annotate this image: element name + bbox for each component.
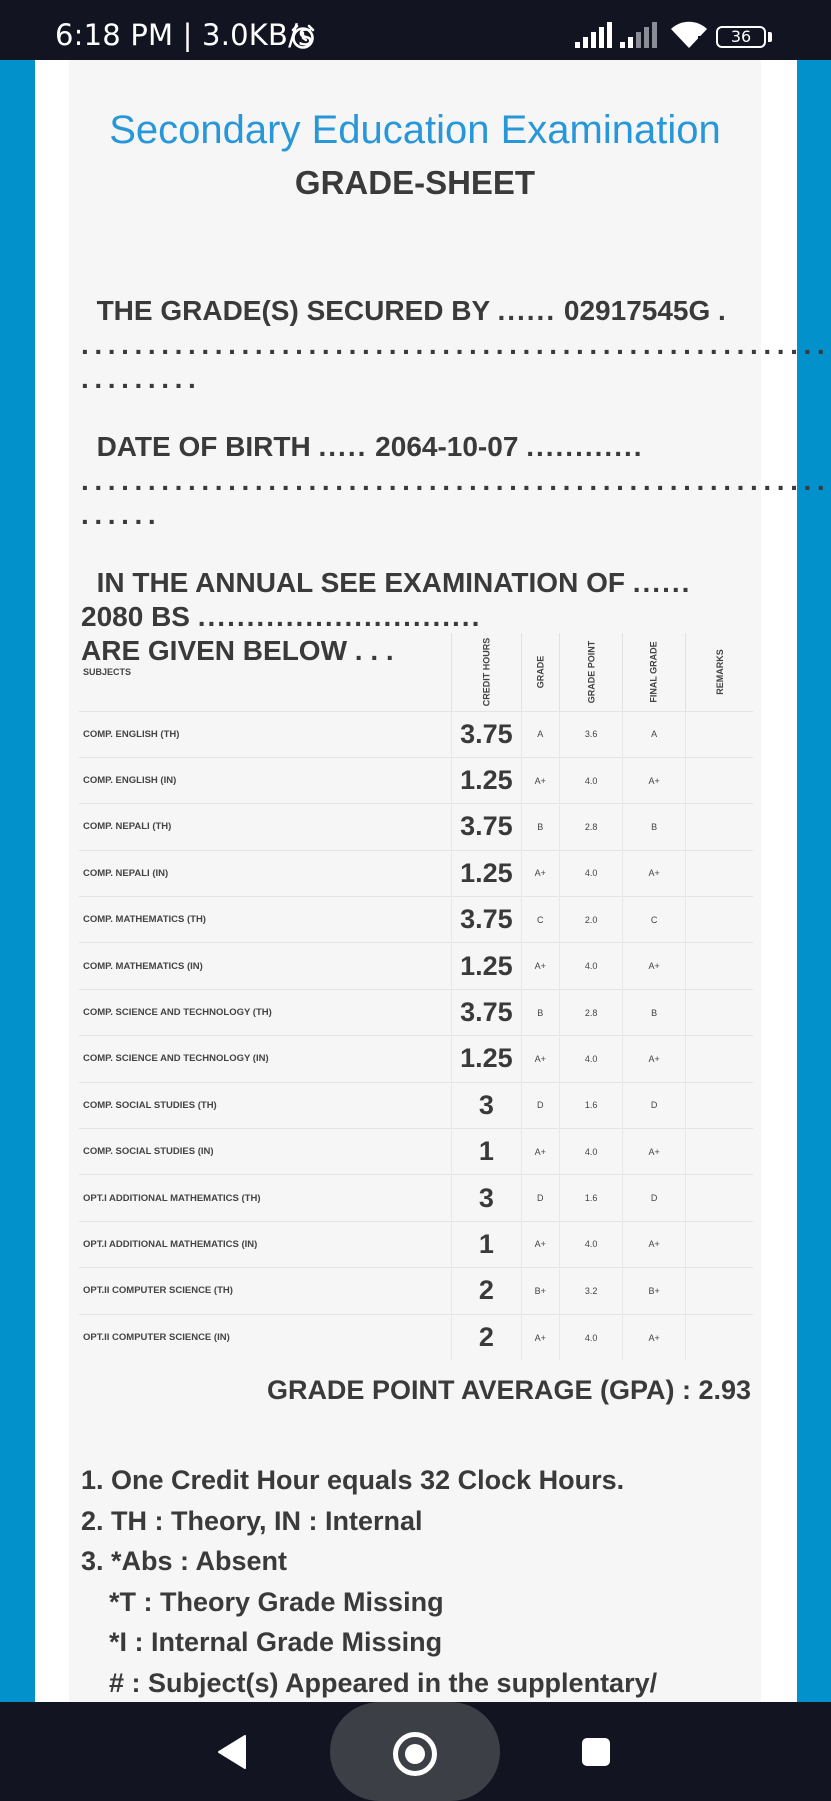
- notes-list: [81, 1460, 657, 1703]
- table-row: [79, 711, 753, 757]
- remarks-cell: [685, 850, 753, 896]
- grade-point-cell: 3.6: [559, 711, 623, 757]
- final-grade-cell: A+: [623, 1036, 685, 1082]
- page-frame: [35, 60, 831, 1702]
- grade-point-cell: 1.6: [559, 1082, 623, 1128]
- grade-point-cell: 4.0: [559, 1036, 623, 1082]
- final-grade-cell: A+: [623, 1129, 685, 1175]
- leader-dots: .............................: [197, 601, 482, 632]
- back-icon[interactable]: [215, 1734, 251, 1770]
- remarks-cell: [685, 943, 753, 989]
- signal-icon: [620, 22, 660, 50]
- grades-table: [79, 633, 753, 1360]
- leader-dots-line: ........................................................: [81, 465, 831, 496]
- grade-point-cell: 4.0: [559, 1314, 623, 1360]
- table-row: [79, 1314, 753, 1360]
- final-grade-cell: D: [623, 1082, 685, 1128]
- credit-hours-cell: 1.25: [452, 943, 522, 989]
- grade-cell: B+: [521, 1268, 559, 1314]
- subject-cell: OPT.II COMPUTER SCIENCE (TH): [79, 1268, 452, 1314]
- final-grade-cell: B: [623, 804, 685, 850]
- grade-point-cell: 4.0: [559, 757, 623, 803]
- remarks-cell: [685, 804, 753, 850]
- remarks-cell: [685, 1175, 753, 1221]
- subject-cell: COMP. SOCIAL STUDIES (IN): [79, 1129, 452, 1175]
- final-grade-cell: A+: [623, 1221, 685, 1267]
- note-item: *T : Theory Grade Missing: [109, 1586, 444, 1617]
- remarks-cell: [685, 1268, 753, 1314]
- final-grade-cell: D: [623, 1175, 685, 1221]
- battery-tip: [768, 32, 772, 42]
- grade-point-header: GRADE POINT: [559, 633, 623, 711]
- grade-header: GRADE: [521, 633, 559, 711]
- table-row: [79, 1221, 753, 1267]
- subject-cell: OPT.II COMPUTER SCIENCE (IN): [79, 1314, 452, 1360]
- final-grade-header: FINAL GRADE: [623, 633, 685, 711]
- note-item: 3. *Abs : Absent: [81, 1546, 288, 1576]
- credit-hours-cell: 1.25: [452, 850, 522, 896]
- credit-hours-cell: 3: [452, 1082, 522, 1128]
- recents-icon[interactable]: [582, 1738, 610, 1766]
- grade-cell: A+: [521, 1036, 559, 1082]
- exam-label: IN THE ANNUAL SEE EXAMINATION OF: [96, 567, 625, 598]
- credit-hours-cell: 1: [452, 1221, 522, 1267]
- leader-dots: ............: [526, 431, 644, 462]
- grade-cell: D: [521, 1082, 559, 1128]
- grade-cell: A+: [521, 1314, 559, 1360]
- grade-sheet: [69, 60, 831, 1702]
- leader-dots: ......: [632, 567, 692, 598]
- table-row: [79, 1082, 753, 1128]
- table-row: [79, 943, 753, 989]
- subject-cell: COMP. ENGLISH (IN): [79, 757, 452, 803]
- table-row: [79, 1175, 753, 1221]
- table-row: [79, 1268, 753, 1314]
- credit-hours-cell: 2: [452, 1268, 522, 1314]
- table-row: [79, 897, 753, 943]
- table-header-row: [79, 633, 753, 711]
- subject-cell: OPT.I ADDITIONAL MATHEMATICS (IN): [79, 1221, 452, 1267]
- grade-point-cell: 3.2: [559, 1268, 623, 1314]
- remarks-cell: [685, 897, 753, 943]
- grade-cell: A+: [521, 943, 559, 989]
- subjects-header: SUBJECTS: [83, 666, 132, 677]
- credit-hours-cell: 3.75: [452, 897, 522, 943]
- grade-cell: B: [521, 804, 559, 850]
- grade-cell: C: [521, 897, 559, 943]
- leader-dots-line: .........: [81, 363, 202, 394]
- final-grade-cell: B+: [623, 1268, 685, 1314]
- subject-cell: COMP. SOCIAL STUDIES (TH): [79, 1082, 452, 1128]
- gpa-summary: GRADE POINT AVERAGE (GPA) : 2.93: [266, 1375, 751, 1405]
- subject-cell: COMP. MATHEMATICS (TH): [79, 897, 452, 943]
- table-row: [79, 757, 753, 803]
- subject-cell: OPT.I ADDITIONAL MATHEMATICS (TH): [79, 1175, 452, 1221]
- alarm-icon: [290, 24, 316, 50]
- grade-point-cell: 2.0: [559, 897, 623, 943]
- grade-point-cell: 4.0: [559, 850, 623, 896]
- grade-point-cell: 2.8: [559, 989, 623, 1035]
- leader-dots-line: ......: [81, 499, 162, 530]
- remarks-cell: [685, 711, 753, 757]
- grade-cell: A: [521, 711, 559, 757]
- credit-hours-cell: 1: [452, 1129, 522, 1175]
- note-item: # : Subject(s) Appeared in the supplentary/: [109, 1667, 658, 1698]
- exam-title: Secondary Education Examination: [109, 108, 721, 152]
- dob-value: 2064-10-07: [375, 431, 519, 462]
- grade-point-cell: 4.0: [559, 943, 623, 989]
- credit-hours-cell: 1.25: [452, 1036, 522, 1082]
- credit-hours-cell: 1.25: [452, 757, 522, 803]
- note-item: 1. One Credit Hour equals 32 Clock Hours.: [81, 1465, 625, 1495]
- credit-hours-cell: 3.75: [452, 711, 522, 757]
- table-row: [79, 804, 753, 850]
- exam-year-value: 2080 BS: [81, 601, 190, 632]
- grade-cell: A+: [521, 850, 559, 896]
- grade-cell: A+: [521, 1221, 559, 1267]
- subject-cell: COMP. NEPALI (IN): [79, 850, 452, 896]
- final-grade-cell: A+: [623, 943, 685, 989]
- wifi-icon: [670, 20, 708, 50]
- table-row: [79, 1036, 753, 1082]
- final-grade-cell: A: [623, 711, 685, 757]
- final-grade-cell: C: [623, 897, 685, 943]
- leader-dots: .: [718, 295, 728, 326]
- remarks-header: REMARKS: [685, 633, 753, 711]
- status-time: 6:18 PM | 3.0KB/s: [55, 18, 314, 52]
- home-icon[interactable]: [393, 1732, 437, 1776]
- subject-cell: COMP. SCIENCE AND TECHNOLOGY (TH): [79, 989, 452, 1035]
- remarks-cell: [685, 989, 753, 1035]
- battery-icon: 36: [716, 26, 766, 48]
- subject-cell: COMP. SCIENCE AND TECHNOLOGY (IN): [79, 1036, 452, 1082]
- subject-cell: COMP. MATHEMATICS (IN): [79, 943, 452, 989]
- given-below-text: ARE GIVEN BELOW . . .: [81, 635, 394, 666]
- signal-icon: [575, 22, 615, 50]
- credit-hours-cell: 3.75: [452, 804, 522, 850]
- remarks-cell: [685, 1036, 753, 1082]
- grade-point-cell: 1.6: [559, 1175, 623, 1221]
- remarks-cell: [685, 1314, 753, 1360]
- final-grade-cell: A+: [623, 757, 685, 803]
- subject-cell: COMP. NEPALI (TH): [79, 804, 452, 850]
- dob-label: DATE OF BIRTH: [96, 431, 311, 462]
- final-grade-cell: A+: [623, 850, 685, 896]
- final-grade-cell: B: [623, 989, 685, 1035]
- grade-cell: D: [521, 1175, 559, 1221]
- note-item: *I : Internal Grade Missing: [109, 1627, 443, 1657]
- leader-dots: ......: [497, 295, 557, 326]
- status-bar: [0, 0, 831, 60]
- remarks-cell: [685, 757, 753, 803]
- grade-point-cell: 2.8: [559, 804, 623, 850]
- credit-hours-cell: 3.75: [452, 989, 522, 1035]
- grade-cell: A+: [521, 757, 559, 803]
- credit-hours-cell: 2: [452, 1314, 522, 1360]
- final-grade-cell: A+: [623, 1314, 685, 1360]
- leader-dots-line: ........................................................: [81, 329, 831, 360]
- leader-dots: .....: [318, 431, 368, 462]
- grade-cell: B: [521, 989, 559, 1035]
- navigation-bar: [0, 1702, 831, 1801]
- credit-hours-cell: 3: [452, 1175, 522, 1221]
- remarks-cell: [685, 1221, 753, 1267]
- secured-by-label: THE GRADE(S) SECURED BY: [96, 295, 490, 326]
- grade-point-cell: 4.0: [559, 1221, 623, 1267]
- grade-cell: A+: [521, 1129, 559, 1175]
- note-item: 2. TH : Theory, IN : Internal: [81, 1505, 423, 1536]
- symbol-number-value: 02917545G: [563, 295, 711, 326]
- credit-hours-header: CREDIT HOURS: [452, 633, 522, 711]
- grade-sheet-heading: GRADE-SHEET: [294, 164, 536, 201]
- secured-by-field: [81, 294, 831, 396]
- remarks-cell: [685, 1082, 753, 1128]
- table-row: [79, 1129, 753, 1175]
- grade-point-cell: 4.0: [559, 1129, 623, 1175]
- table-row: [79, 989, 753, 1035]
- subject-cell: COMP. ENGLISH (TH): [79, 711, 452, 757]
- dob-field: [81, 430, 831, 532]
- remarks-cell: [685, 1129, 753, 1175]
- table-row: [79, 850, 753, 896]
